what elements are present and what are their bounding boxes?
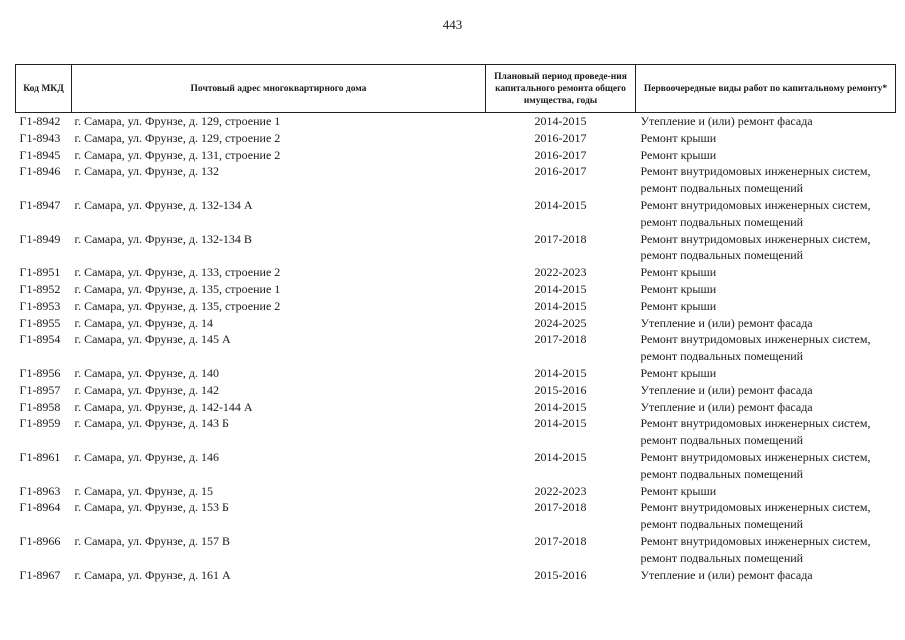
row-works <box>636 449 896 483</box>
works-line: Ремонт крыши <box>640 130 717 145</box>
row-period: 2017-2018 <box>534 332 587 347</box>
works-line: Ремонт крыши <box>640 281 717 296</box>
row-address: г. Самара, ул. Фрунзе, д. 129, строение 1 <box>74 114 281 128</box>
row-address: г. Самара, ул. Фрунзе, д. 135, строение 1 <box>74 281 281 296</box>
row-code: Г1-8963 <box>19 483 61 498</box>
row-address: г. Самара, ул. Фрунзе, д. 14 <box>74 315 213 330</box>
row-period: 2015-2016 <box>534 382 587 397</box>
table-row <box>16 415 896 449</box>
row-code: Г1-8967 <box>19 567 61 582</box>
row-address: г. Самара, ул. Фрунзе, д. 133, строение 2 <box>74 265 281 280</box>
works-line: Ремонт внутридомовых инженерных систем, <box>640 533 871 548</box>
row-period: 2016-2017 <box>534 164 587 179</box>
row-period: 2014-2015 <box>534 197 587 212</box>
row-works <box>636 163 896 197</box>
row-code: Г1-8955 <box>19 315 61 330</box>
table-body <box>16 113 896 584</box>
row-period: 2014-2015 <box>534 399 587 414</box>
row-works <box>636 264 896 281</box>
works-line: Ремонт внутридомовых инженерных систем, <box>640 332 871 347</box>
works-line: Утепление и (или) ремонт фасада <box>640 114 813 128</box>
works-line: Утепление и (или) ремонт фасада <box>640 382 813 397</box>
row-address: г. Самара, ул. Фрунзе, д. 132 <box>74 164 219 179</box>
row-period: 2014-2015 <box>534 114 587 128</box>
row-period: 2014-2015 <box>534 416 587 431</box>
row-works <box>636 399 896 416</box>
works-line: ремонт подвальных помещений <box>640 550 804 565</box>
row-works <box>636 130 896 147</box>
row-address: г. Самара, ул. Фрунзе, д. 131, строение 2 <box>74 147 281 162</box>
row-period: 2014-2015 <box>534 281 587 296</box>
row-period: 2016-2017 <box>534 130 587 145</box>
works-line: Утепление и (или) ремонт фасада <box>640 567 813 582</box>
works-line: ремонт подвальных помещений <box>640 214 804 229</box>
works-line: Ремонт крыши <box>640 483 717 498</box>
page-number: 443 <box>442 17 463 32</box>
works-line: ремонт подвальных помещений <box>640 349 804 364</box>
row-code: Г1-8942 <box>19 114 61 128</box>
row-works <box>636 415 896 449</box>
table-header <box>16 65 896 113</box>
table-row <box>16 499 896 533</box>
works-line: Утепление и (или) ремонт фасада <box>640 315 813 330</box>
row-code: Г1-8958 <box>19 399 61 414</box>
works-line: Ремонт внутридомовых инженерных систем, <box>640 197 871 212</box>
row-period: 2014-2015 <box>534 298 587 313</box>
table-row <box>16 147 896 164</box>
table-row <box>16 567 896 584</box>
row-code: Г1-8947 <box>19 197 61 212</box>
works-line: ремонт подвальных помещений <box>640 248 804 263</box>
row-address: г. Самара, ул. Фрунзе, д. 142-144 А <box>74 399 253 414</box>
row-works <box>636 567 896 584</box>
row-works <box>636 298 896 315</box>
row-period: 2022-2023 <box>534 483 587 498</box>
row-period: 2017-2018 <box>534 231 587 246</box>
header-works: Первоочередные виды работ по капитальному ремонту* <box>636 65 896 113</box>
works-line: Ремонт внутридомовых инженерных систем, <box>640 416 871 431</box>
table-row <box>16 315 896 332</box>
row-works <box>636 315 896 332</box>
table-row <box>16 264 896 281</box>
row-address: г. Самара, ул. Фрунзе, д. 129, строение 2 <box>74 130 281 145</box>
works-line: ремонт подвальных помещений <box>640 181 804 196</box>
row-works <box>636 483 896 500</box>
row-code: Г1-8961 <box>19 449 61 464</box>
housing-register-table <box>15 64 896 583</box>
row-code: Г1-8959 <box>19 416 61 431</box>
row-works <box>636 281 896 298</box>
works-line: Ремонт крыши <box>640 265 717 280</box>
works-line: ремонт подвальных помещений <box>640 466 804 481</box>
row-address: г. Самара, ул. Фрунзе, д. 142 <box>74 382 219 397</box>
table-row <box>16 483 896 500</box>
works-line: Ремонт внутридомовых инженерных систем, <box>640 231 871 246</box>
row-address: г. Самара, ул. Фрунзе, д. 145 А <box>74 332 231 347</box>
row-works <box>636 331 896 365</box>
row-address: г. Самара, ул. Фрунзе, д. 132-134 В <box>74 231 252 246</box>
header-period: Плановый период проведе-ния капитального ремонта общего имущества, годы <box>486 65 636 113</box>
row-code: Г1-8956 <box>19 365 61 380</box>
row-code: Г1-8966 <box>19 533 61 548</box>
works-line: ремонт подвальных помещений <box>640 433 804 448</box>
row-period: 2017-2018 <box>534 500 587 515</box>
row-works <box>636 147 896 164</box>
row-address: г. Самара, ул. Фрунзе, д. 157 В <box>74 533 230 548</box>
table-row <box>16 231 896 265</box>
row-address: г. Самара, ул. Фрунзе, д. 153 Б <box>74 500 229 515</box>
table-row <box>16 298 896 315</box>
works-line: Ремонт крыши <box>640 147 717 162</box>
table-row <box>16 449 896 483</box>
row-period: 2016-2017 <box>534 147 587 162</box>
works-line: Утепление и (или) ремонт фасада <box>640 399 813 414</box>
row-address: г. Самара, ул. Фрунзе, д. 146 <box>74 449 219 464</box>
works-line: Ремонт внутридомовых инженерных систем, <box>640 500 871 515</box>
row-address: г. Самара, ул. Фрунзе, д. 140 <box>74 365 219 380</box>
row-code: Г1-8952 <box>19 281 61 296</box>
table-row <box>16 399 896 416</box>
row-code: Г1-8953 <box>19 298 61 313</box>
works-line: Ремонт крыши <box>640 365 717 380</box>
row-address: г. Самара, ул. Фрунзе, д. 15 <box>74 483 213 498</box>
table-row <box>16 365 896 382</box>
row-period: 2015-2016 <box>534 567 587 582</box>
row-period: 2014-2015 <box>534 365 587 380</box>
row-address: г. Самара, ул. Фрунзе, д. 161 А <box>74 567 231 582</box>
row-code: Г1-8954 <box>19 332 61 347</box>
row-code: Г1-8945 <box>19 147 61 162</box>
row-period: 2022-2023 <box>534 265 587 280</box>
table-row <box>16 382 896 399</box>
works-line: Ремонт внутридомовых инженерных систем, <box>640 164 871 179</box>
row-address: г. Самара, ул. Фрунзе, д. 132-134 А <box>74 197 253 212</box>
row-code: Г1-8946 <box>19 164 61 179</box>
header-code: Код МКД <box>16 65 72 113</box>
row-works <box>636 365 896 382</box>
table-row <box>16 130 896 147</box>
table-row <box>16 281 896 298</box>
row-code: Г1-8964 <box>19 500 61 515</box>
row-code: Г1-8949 <box>19 231 61 246</box>
row-works <box>636 197 896 231</box>
row-works <box>636 382 896 399</box>
works-line: Ремонт крыши <box>640 298 717 313</box>
table-row <box>16 163 896 197</box>
row-period: 2024-2025 <box>534 315 587 330</box>
row-works <box>636 113 896 130</box>
table-row <box>16 533 896 567</box>
header-address: Почтовый адрес многоквартирного дома <box>72 65 486 113</box>
row-works <box>636 499 896 533</box>
row-works <box>636 533 896 567</box>
table-row <box>16 331 896 365</box>
table-row <box>16 197 896 231</box>
works-line: Ремонт внутридомовых инженерных систем, <box>640 449 871 464</box>
works-line: ремонт подвальных помещений <box>640 517 804 532</box>
table-row <box>16 113 896 130</box>
row-address: г. Самара, ул. Фрунзе, д. 143 Б <box>74 416 229 431</box>
row-address: г. Самара, ул. Фрунзе, д. 135, строение 2 <box>74 298 281 313</box>
row-works <box>636 231 896 265</box>
row-period: 2017-2018 <box>534 533 587 548</box>
row-code: Г1-8951 <box>19 265 61 280</box>
row-code: Г1-8943 <box>19 130 61 145</box>
row-code: Г1-8957 <box>19 382 61 397</box>
row-period: 2014-2015 <box>534 449 587 464</box>
